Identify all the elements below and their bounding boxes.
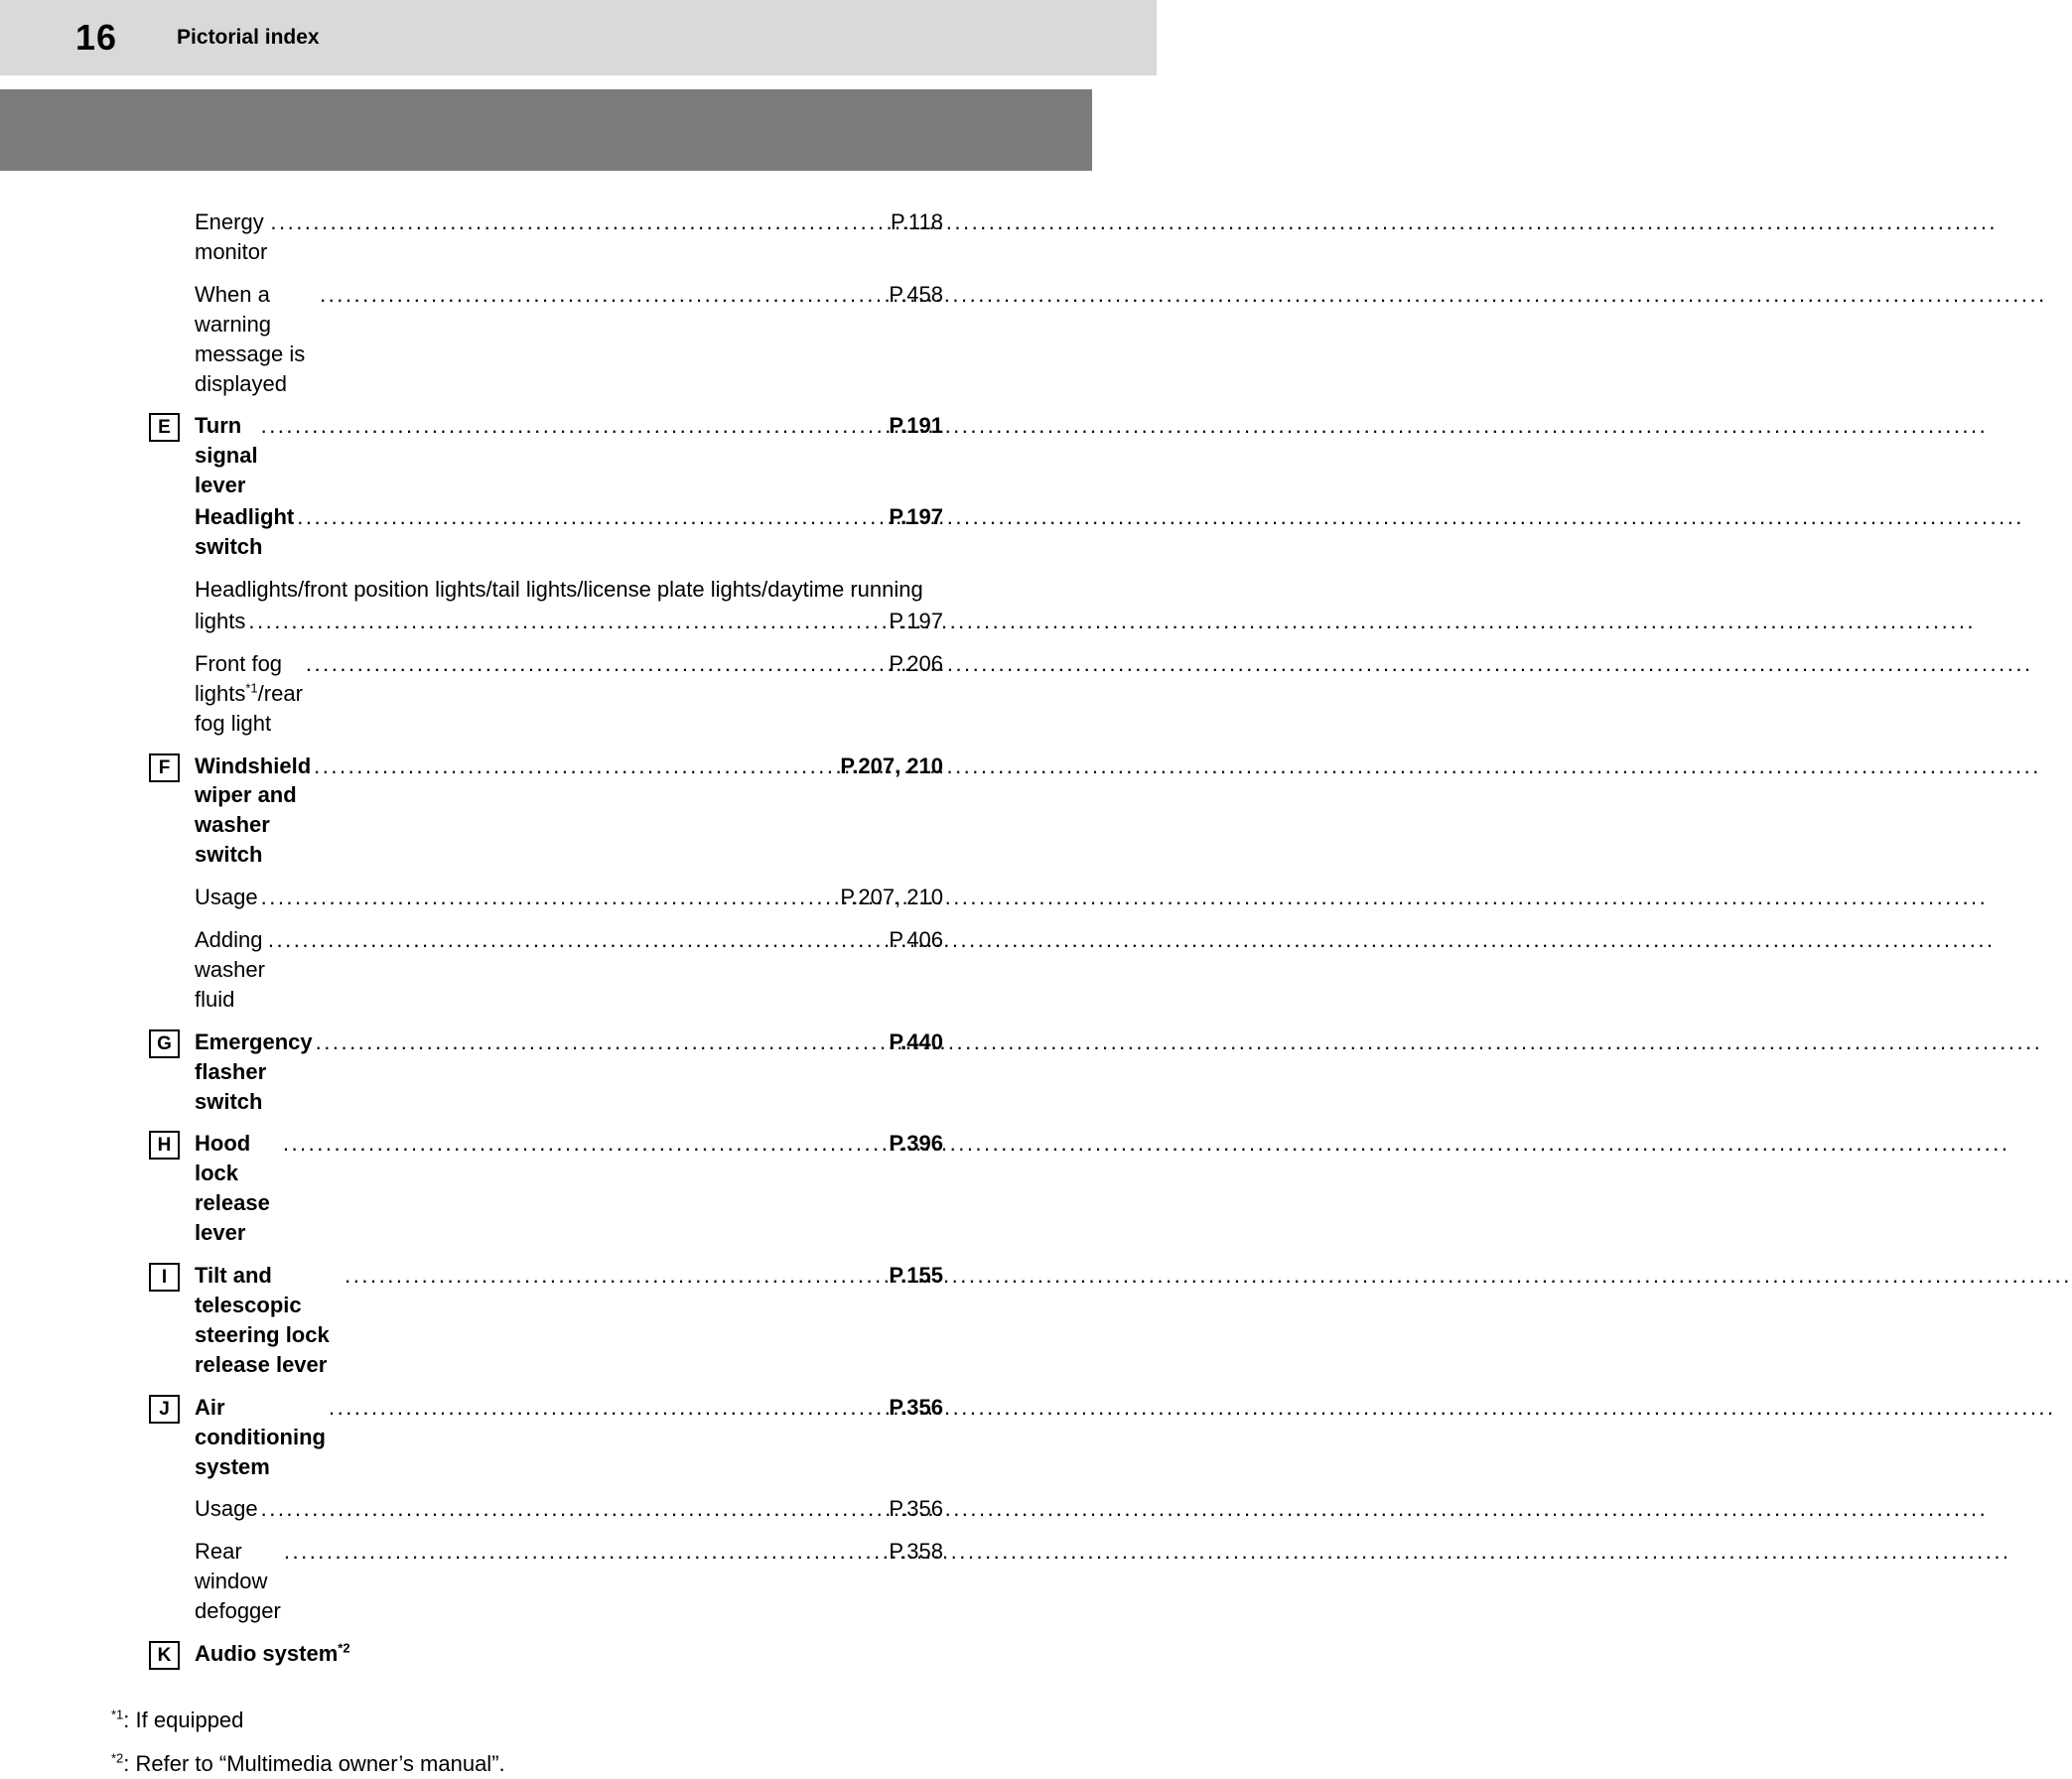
index-row: [149, 207, 943, 267]
index-entry-label: Headlights/front position lights/tail lights/license plate lights/daytime running: [195, 576, 923, 602]
index-entry-label: lights: [195, 608, 246, 633]
footnote: $^{*1}$: If equipped: [111, 1707, 244, 1733]
footnote-marker: *2: [338, 1640, 350, 1656]
item-letter-badge: E: [149, 413, 180, 442]
index-row: [149, 1261, 943, 1380]
page-header: [0, 0, 1157, 75]
index-entry-label: Hood lock release lever: [195, 1131, 270, 1246]
index-row: [149, 649, 943, 739]
section-title: Pictorial index: [177, 26, 320, 49]
index-entry-label: Rear window defogger: [195, 1539, 281, 1624]
footnote-marker: *2: [111, 1750, 124, 1766]
page-reference: P.197: [889, 608, 943, 633]
page-reference: P.406: [889, 927, 943, 953]
item-letter-badge: F: [149, 753, 180, 782]
footnote: $^{*2}$: Refer to “Multimedia owner’s manual”.: [111, 1750, 505, 1776]
index-row: [149, 752, 943, 871]
page-reference: P.207, 210: [840, 753, 943, 778]
index-entry-label: Energy monitor: [195, 209, 268, 264]
item-letter-cell: [149, 1639, 195, 1670]
page-reference: P.358: [889, 1539, 943, 1565]
dot-leader: [329, 1393, 886, 1423]
index-entry-label: Headlight switch: [195, 504, 295, 560]
page-reference: P.458: [889, 281, 943, 307]
index-row: [149, 1639, 943, 1670]
dot-leader: [261, 411, 887, 441]
dot-leader: [284, 1537, 886, 1567]
item-letter-badge: I: [149, 1263, 180, 1292]
page-reference: P.197: [889, 504, 943, 530]
index-row: [149, 1537, 943, 1626]
page-reference: P.206: [889, 650, 943, 676]
item-letter-cell: [149, 1027, 195, 1058]
item-letter-badge: J: [149, 1395, 180, 1424]
index-entry-label: Emergency flasher switch: [195, 1028, 313, 1114]
footnote-marker: *1: [111, 1707, 124, 1722]
page-reference: P.356: [889, 1394, 943, 1420]
index-entry-label: Usage: [195, 1496, 258, 1522]
index-row: [149, 1129, 943, 1248]
index-entry-label: Adding washer fluid: [195, 927, 265, 1012]
index-row: [149, 502, 943, 562]
index-entry-label: Usage: [195, 885, 258, 910]
dot-leader: [320, 280, 886, 310]
page-reference: P.356: [889, 1496, 943, 1522]
index-entry-label: Tilt and telescopic steering lock release lever: [195, 1263, 330, 1377]
dot-leader: [270, 207, 888, 237]
index-row: [149, 1393, 943, 1482]
index-row: [149, 280, 943, 399]
index-row: [149, 883, 943, 912]
dot-leader: [314, 752, 837, 781]
index-entry-label: Front fog lights$^{*1}$/rear fog light: [195, 650, 303, 736]
item-letter-cell: [149, 1261, 195, 1292]
item-letter-badge: G: [149, 1029, 180, 1058]
index-list: [0, 171, 1157, 1670]
index-entry-label: When a warning message is displayed: [195, 281, 306, 396]
page-number: 16: [75, 17, 118, 58]
footnotes: [0, 1670, 1157, 1779]
dot-leader: [316, 1027, 887, 1057]
dot-leader: [345, 1261, 886, 1291]
dot-leader: [306, 649, 886, 679]
dot-leader: [248, 607, 886, 636]
item-letter-badge: K: [149, 1641, 180, 1670]
dot-leader: [268, 925, 886, 955]
index-row: [149, 575, 943, 605]
item-letter-cell: [149, 1129, 195, 1160]
page-reference: P.191: [889, 413, 943, 439]
page-reference: P.396: [889, 1131, 943, 1157]
index-row: [149, 607, 943, 636]
index-entry-label: Windshield wiper and washer switch: [195, 753, 312, 868]
index-row: [149, 925, 943, 1015]
index-entry-label: Audio system$^{*2}$: [195, 1640, 350, 1667]
index-row: [149, 1027, 943, 1117]
page-reference: P.155: [889, 1263, 943, 1289]
chapter-banner: [0, 89, 1092, 171]
index-entry-label: Air conditioning system: [195, 1394, 326, 1479]
page-reference: P.207, 210: [840, 885, 943, 910]
dot-leader: [261, 1494, 887, 1524]
item-letter-cell: [149, 411, 195, 442]
dot-leader: [297, 502, 886, 532]
footnote-marker: *1: [245, 680, 258, 696]
dot-leader: [283, 1129, 887, 1159]
page-reference: P.118: [890, 209, 943, 234]
page-reference: P.440: [889, 1028, 943, 1054]
item-letter-badge: H: [149, 1131, 180, 1160]
index-entry-label: Turn signal lever: [195, 413, 258, 498]
item-letter-cell: [149, 1393, 195, 1424]
dot-leader: [261, 883, 838, 912]
index-row: [149, 1494, 943, 1524]
item-letter-cell: [149, 752, 195, 782]
index-row: [149, 411, 943, 500]
